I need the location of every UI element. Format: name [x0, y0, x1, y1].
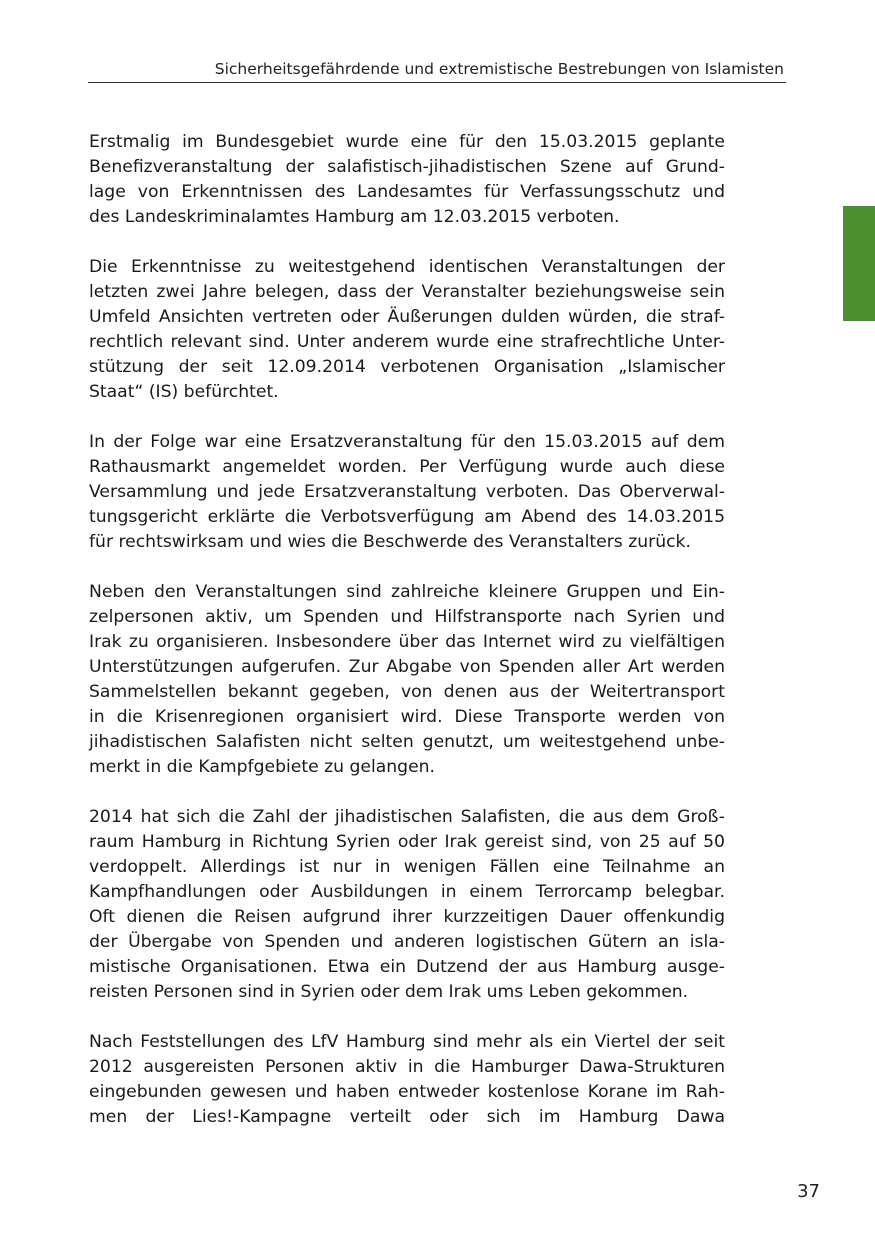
text-line: mistische Organisationen. Etwa ein Dutzend der aus Hamburg ausge- — [89, 957, 725, 977]
paragraph — [89, 130, 725, 230]
text-line: Rathausmarkt angemeldet worden. Per Verfügung wurde auch diese — [89, 457, 725, 477]
text-line: Kampfhandlungen oder Ausbildungen in einem Terrorcamp belegbar. — [89, 882, 725, 902]
text-line: zelpersonen aktiv, um Spenden und Hilfstransporte nach Syrien und — [89, 607, 725, 627]
text-line: tungsgericht erklärte die Verbotsverfügung am Abend des 14.03.2015 — [89, 507, 725, 527]
paragraph — [89, 805, 725, 1005]
body-text — [89, 130, 725, 1155]
text-line: Irak zu organisieren. Insbesondere über das Internet wird zu vielfältigen — [89, 632, 725, 652]
text-line: jihadistischen Salafisten nicht selten genutzt, um weitestgehend unbe- — [89, 732, 725, 752]
text-line: reisten Personen sind in Syrien oder dem Irak ums Leben gekommen. — [89, 982, 689, 1002]
text-line: 2014 hat sich die Zahl der jihadistischen Salafisten, die aus dem Groß- — [89, 807, 725, 827]
paragraph — [89, 430, 725, 555]
paragraph — [89, 255, 725, 405]
text-line: letzten zwei Jahre belegen, dass der Veranstalter beziehungsweise sein — [89, 282, 725, 302]
text-line: lage von Erkenntnissen des Landesamtes für Verfassungsschutz und — [89, 182, 725, 202]
text-line: Oft dienen die Reisen aufgrund ihrer kurzzeitigen Dauer offenkundig — [89, 907, 725, 927]
running-header: Sicherheitsgefährdende und extremistische Bestrebungen von Islamisten — [214, 60, 784, 78]
text-line: Unterstützungen aufgerufen. Zur Abgabe von Spenden aller Art werden — [89, 657, 725, 677]
text-line: für rechtswirksam und wies die Beschwerde des Veranstalters zurück. — [89, 532, 691, 552]
text-line: Neben den Veranstaltungen sind zahlreiche kleinere Gruppen und Ein- — [89, 582, 725, 602]
text-line: 2012 ausgereisten Personen aktiv in die Hamburger Dawa-Strukturen — [89, 1057, 725, 1077]
text-line: Umfeld Ansichten vertreten oder Äußerungen dulden würden, die straf- — [89, 307, 725, 327]
text-line: des Landeskriminalamtes Hamburg am 12.03.2015 verboten. — [89, 207, 620, 227]
text-line: verdoppelt. Allerdings ist nur in wenigen Fällen eine Teilnahme an — [89, 857, 725, 877]
paragraph — [89, 580, 725, 780]
text-line: Sammelstellen bekannt gegeben, von denen aus der Weitertransport — [89, 682, 725, 702]
text-line: In der Folge war eine Ersatzveranstaltung für den 15.03.2015 auf dem — [89, 432, 725, 452]
text-line: eingebunden gewesen und haben entweder kostenlose Korane im Rah- — [89, 1082, 725, 1102]
text-line: men der Lies!-Kampagne verteilt oder sich im Hamburg Dawa — [89, 1107, 725, 1127]
text-line: in die Krisenregionen organisiert wird. Diese Transporte werden von — [89, 707, 725, 727]
paragraph — [89, 1030, 725, 1130]
header-divider — [88, 82, 786, 83]
text-line: der Übergabe von Spenden und anderen logistischen Gütern an isla- — [89, 932, 725, 952]
text-line: Die Erkenntnisse zu weitestgehend identischen Veranstaltungen der — [89, 257, 725, 277]
text-line: merkt in die Kampfgebiete zu gelangen. — [89, 757, 436, 777]
text-line: Versammlung und jede Ersatzveranstaltung verboten. Das Oberverwal- — [89, 482, 725, 502]
page-number: 37 — [797, 1181, 820, 1202]
text-line: rechtlich relevant sind. Unter anderem wurde eine strafrechtliche Unter- — [89, 332, 725, 352]
chapter-tab-marker — [843, 206, 875, 321]
text-line: Benefizveranstaltung der salafistisch-jihadistischen Szene auf Grund- — [89, 157, 725, 177]
text-line: stützung der seit 12.09.2014 verbotenen Organisation „Islamischer — [89, 357, 725, 377]
text-line: Erstmalig im Bundesgebiet wurde eine für den 15.03.2015 geplante — [89, 132, 725, 152]
text-line: raum Hamburg in Richtung Syrien oder Irak gereist sind, von 25 auf 50 — [89, 832, 725, 852]
text-line: Staat“ (IS) befürchtet. — [89, 382, 279, 402]
text-line: Nach Feststellungen des LfV Hamburg sind mehr als ein Viertel der seit — [89, 1032, 725, 1052]
